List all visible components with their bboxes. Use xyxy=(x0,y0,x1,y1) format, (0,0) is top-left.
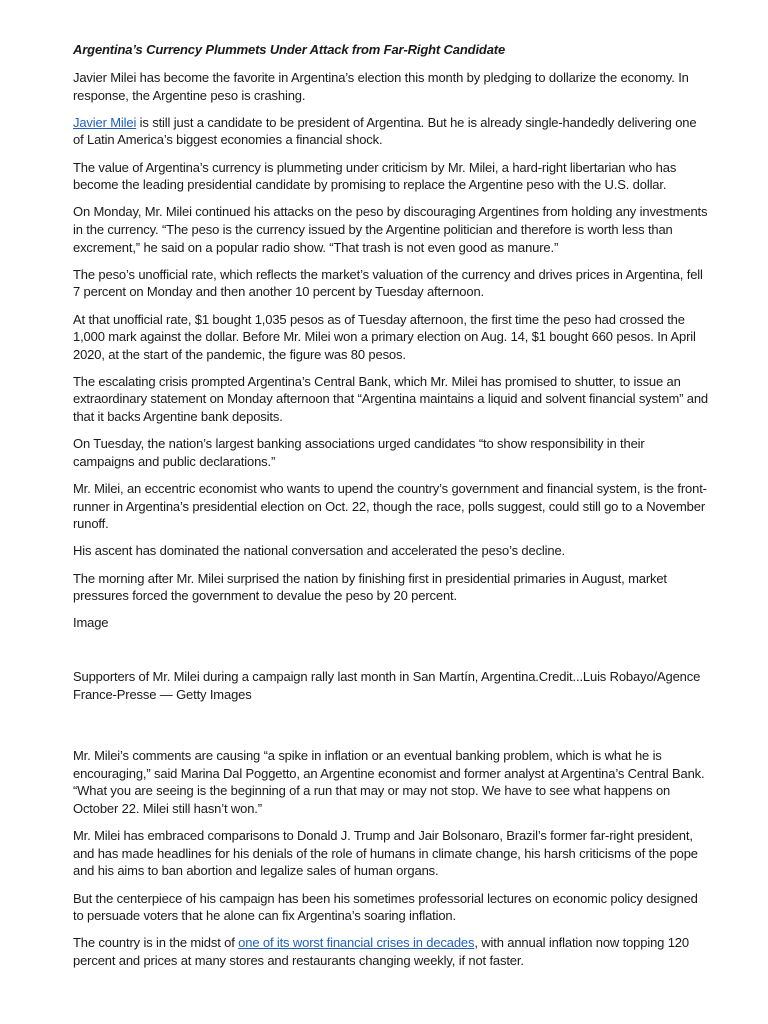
article xyxy=(73,41,709,979)
paragraph-3: The value of Argentina’s currency is plummeting under criticism by Mr. Milei, a hard-right libertarian who has become the leading presidential candidate by promising to replace the Argentine peso with the U.S. dollar. xyxy=(73,159,677,193)
image-caption: Supporters of Mr. Milei during a campaign rally last month in San Martín, Argentina.Credit...Luis Robayo/Agence France-Presse — Getty Images xyxy=(73,668,701,702)
paragraph-15-text: , with annual inflation now topping 120 percent and prices at many stores and restaurants changing weekly, if not faster. xyxy=(73,935,689,968)
article-title: Argentina’s Currency Plummets Under Attack from Far-Right Candidate xyxy=(73,42,506,57)
paragraph-4: On Monday, Mr. Milei continued his attacks on the peso by discouraging Argentines from holding any investments in the currency. “The peso is the currency issued by the Argentine politician and therefore is worth less than excrement,” he said on a popular radio show. “That trash is not even good as manure.” xyxy=(73,204,708,255)
paragraph-10: His ascent has dominated the national conversation and accelerated the peso’s decline. xyxy=(73,543,566,559)
paragraph-7: The escalating crisis prompted Argentina’s Central Bank, which Mr. Milei has promised to shutter, to issue an extraordinary statement on Monday afternoon that “Argentina maintains a liquid and solvent financial system” and that it backs Argentine bank deposits. xyxy=(73,373,709,425)
paragraph-9: Mr. Milei, an eccentric economist who wants to upend the country’s government and financial system, is the front-runner in Argentina’s presidential election on Oct. 22, though the race, polls suggest, could still go to a November runoff. xyxy=(73,481,707,532)
paragraph-15 xyxy=(73,934,709,969)
paragraph-2 xyxy=(73,114,709,149)
paragraph-1: Javier Milei has become the favorite in Argentina’s election this month by pledging to dollarize the economy. In response, the Argentine peso is crashing. xyxy=(73,70,689,103)
paragraph-12: Mr. Milei’s comments are causing “a spike in inflation or an eventual banking problem, which is what he is encouraging,” said Marina Dal Poggetto, an Argentine economist and former analyst at Argentina’s Central Bank. “What you are seeing is the beginning of a run that may or may not stop. We have to see what happens on October 22. Milei still hasn’t won.” xyxy=(73,748,705,816)
paragraph-11: The morning after Mr. Milei surprised the nation by finishing first in presidential primaries in August, market pressures forced the government to devalue the peso by 20 percent. xyxy=(73,570,667,604)
paragraph-15-start: The country is in the midst of xyxy=(73,935,239,951)
paragraph-13: Mr. Milei has embraced comparisons to Donald J. Trump and Jair Bolsonaro, Brazil’s former far-right president, and has made headlines for his denials of the role of humans in climate change, his harsh criticisms of the pope and his aims to ban abortion and legalize sales of human organs. xyxy=(73,828,698,879)
paragraph-5: The peso’s unofficial rate, which reflects the market’s valuation of the currency and drives prices in Argentina, fell 7 percent on Monday and then another 10 percent by Tuesday afternoon. xyxy=(73,266,703,300)
financial-crises-link[interactable]: one of its worst financial crises in decades xyxy=(238,935,475,951)
image-placeholder-label: Image xyxy=(73,615,109,631)
javier-milei-link[interactable]: Javier Milei xyxy=(73,114,137,130)
paragraph-2-text: is still just a candidate to be president of Argentina. But he is already single-handedly delivering one of Latin America’s biggest economies a financial shock. xyxy=(73,114,697,148)
paragraph-14: But the centerpiece of his campaign has been his sometimes professorial lectures on economic policy designed to persuade voters that he alone can fix Argentina’s soaring inflation. xyxy=(73,890,698,924)
paragraph-8: On Tuesday, the nation’s largest banking associations urged candidates “to show responsibility in their campaigns and public declarations.” xyxy=(73,436,645,469)
paragraph-6: At that unofficial rate, $1 bought 1,035 pesos as of Tuesday afternoon, the first time the peso had crossed the 1,000 mark against the dollar. Before Mr. Milei won a primary election on Aug. 14, $1 bought 660 pesos. In April 2020, at the start of the pandemic, the figure was 80 pesos. xyxy=(73,311,696,362)
